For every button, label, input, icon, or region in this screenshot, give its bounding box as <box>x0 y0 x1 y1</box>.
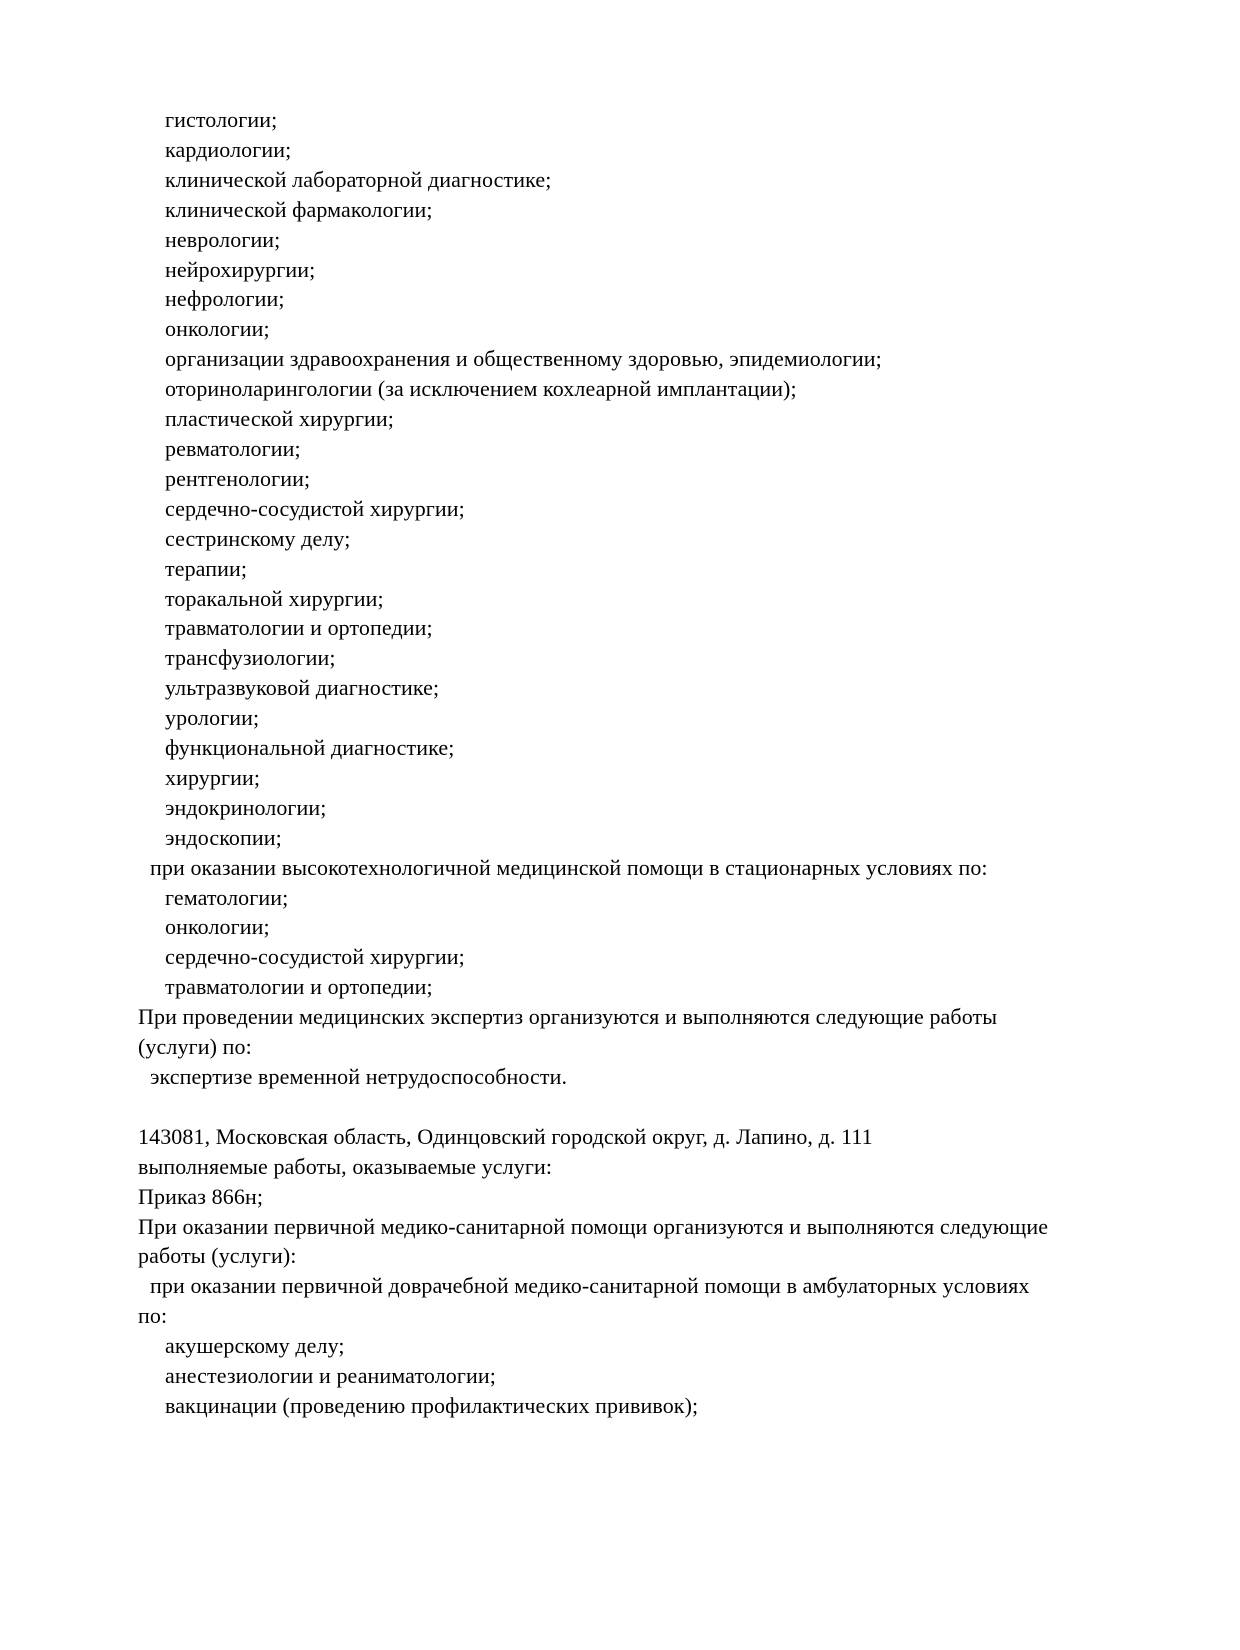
document-line: (услуги) по: <box>138 1034 252 1060</box>
document-line: клинической лабораторной диагностике; <box>165 166 552 192</box>
document-line: сердечно-сосудистой хирургии; <box>165 495 465 521</box>
document-line: травматологии и ортопедии; <box>165 615 433 641</box>
document-line: рентгенологии; <box>165 465 311 491</box>
document-line: при оказании первичной доврачебной медико-санитарной помощи в амбулаторных условиях <box>150 1273 1030 1299</box>
document-line: сестринскому делу; <box>165 525 351 551</box>
document-line: выполняемые работы, оказываемые услуги: <box>138 1153 553 1179</box>
document-line: 143081, Московская область, Одинцовский городской округ, д. Лапино, д. 111 <box>138 1123 873 1149</box>
document-line: нефрологии; <box>165 286 285 312</box>
document-line: травматологии и ортопедии; <box>165 974 433 1000</box>
document-line: работы (услуги): <box>138 1243 297 1269</box>
document-line: ультразвуковой диагностике; <box>165 675 440 701</box>
document-line: функциональной диагностике; <box>165 735 455 761</box>
document-line: ревматологии; <box>165 435 301 461</box>
document-line: акушерскому делу; <box>165 1333 345 1359</box>
document-line: трансфузиологии; <box>165 645 336 671</box>
document-blank-line <box>0 1092 1240 1122</box>
document-line: анестезиологии и реаниматологии; <box>165 1363 496 1389</box>
document-line: по: <box>138 1303 168 1329</box>
document-line: пластической хирургии; <box>165 406 395 432</box>
document-line: При оказании первичной медико-санитарной помощи организуются и выполняются следующие <box>138 1213 1049 1239</box>
document-line: гистологии; <box>165 107 278 132</box>
document-line: Приказ 866н; <box>138 1183 264 1209</box>
document-line: онкологии; <box>165 914 270 940</box>
document-line: кардиологии; <box>165 136 292 162</box>
document-line: экспертизе временной нетрудоспособности. <box>150 1064 568 1089</box>
document-line: вакцинации (проведению профилактических прививок); <box>165 1392 699 1418</box>
document-line: клинической фармакологии; <box>165 196 433 222</box>
document-body <box>0 105 1240 1421</box>
document-line: торакальной хирургии; <box>165 585 384 611</box>
document-line: нейрохирургии; <box>165 256 316 282</box>
document-line: При проведении медицинских экспертиз организуются и выполняются следующие работы <box>138 1004 998 1030</box>
document-line: оториноларингологии (за исключением кохлеарной имплантации); <box>165 376 797 402</box>
document-line: онкологии; <box>165 316 270 342</box>
document-line: урологии; <box>165 705 260 731</box>
document-line: гематологии; <box>165 884 289 910</box>
document-line: организации здравоохранения и общественному здоровью, эпидемиологии; <box>165 346 882 372</box>
document-line: терапии; <box>165 555 248 581</box>
document-line: хирургии; <box>165 764 261 790</box>
document-line: при оказании высокотехнологичной медицинской помощи в стационарных условиях по: <box>150 854 988 880</box>
document-line: сердечно-сосудистой хирургии; <box>165 944 465 970</box>
document-line: неврологии; <box>165 226 281 252</box>
document-line: эндоскопии; <box>165 824 282 850</box>
document-line: эндокринологии; <box>165 794 327 820</box>
